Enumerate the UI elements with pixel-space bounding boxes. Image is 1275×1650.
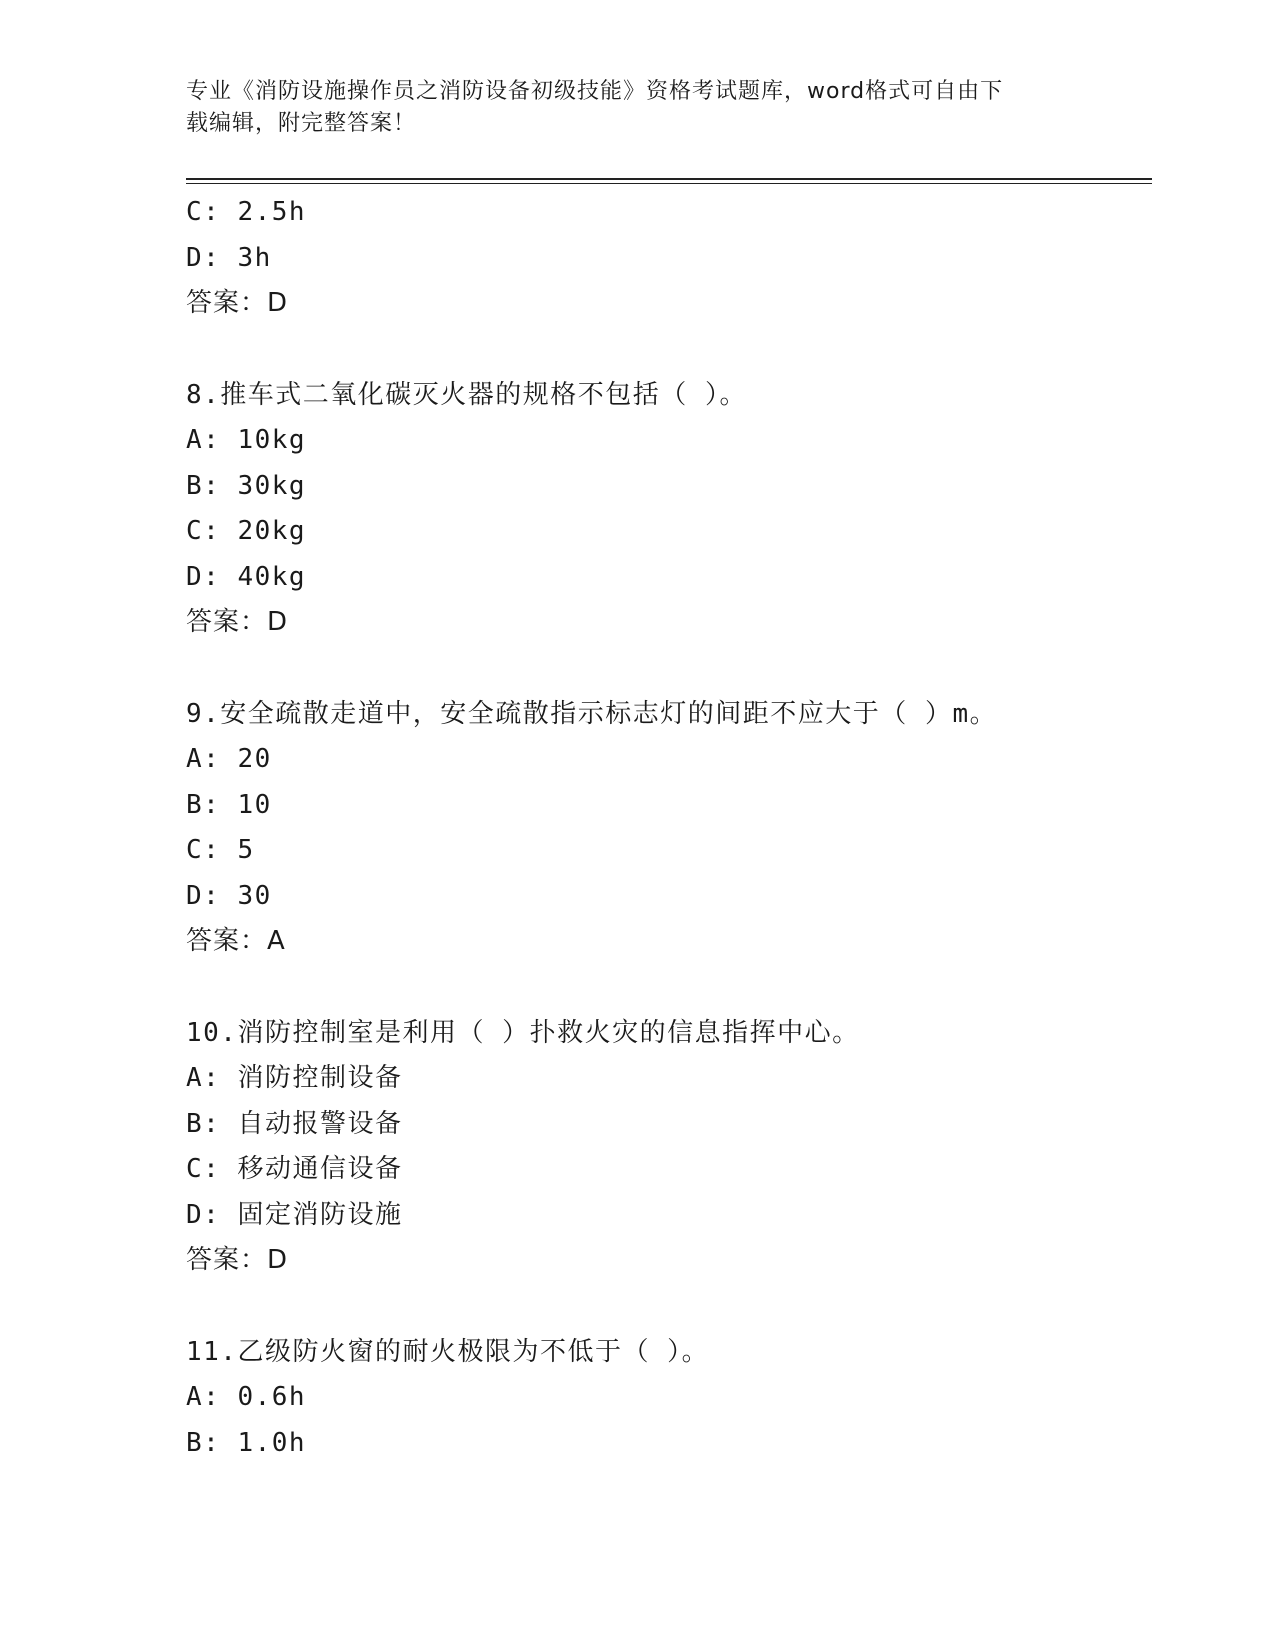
option-b: B: 自动报警设备 — [186, 1108, 403, 1139]
header-divider-thick — [186, 178, 1152, 180]
option-b: B: 1.0h — [186, 1427, 307, 1458]
question-11 — [186, 1330, 1146, 1467]
header-divider-thin — [186, 183, 1152, 184]
question-stem: 9.安全疏散走道中，安全疏散指示标志灯的间距不应大于（ ）m。 — [186, 698, 998, 729]
question-stem: 8.推车式二氧化碳灭火器的规格不包括（ ）。 — [186, 379, 747, 410]
question-9 — [186, 692, 1146, 965]
option-d: D: 30 — [186, 880, 272, 911]
question-8 — [186, 373, 1146, 646]
answer-line: 答案：A — [186, 926, 286, 956]
option-a: A: 10kg — [186, 425, 307, 455]
option-c: C: 2.5h — [186, 197, 307, 227]
header-line-1: 专业《消防设施操作员之消防设备初级技能》资格考试题库，word格式可自由下 — [186, 79, 1004, 104]
option-a: A: 20 — [186, 744, 272, 774]
spacer — [186, 1284, 1146, 1330]
option-c: C: 5 — [186, 835, 255, 865]
answer-line: 答案：D — [186, 288, 289, 318]
option-d: D: 固定消防设施 — [186, 1199, 403, 1230]
option-b: B: 10 — [186, 789, 272, 820]
question-7-continued — [186, 190, 1146, 327]
option-b: B: 30kg — [186, 470, 307, 501]
option-d: D: 40kg — [186, 561, 307, 592]
header-line-2: 载编辑，附完整答案！ — [186, 111, 417, 136]
option-c: C: 20kg — [186, 516, 307, 546]
spacer — [186, 965, 1146, 1011]
question-list — [186, 190, 1146, 1466]
question-stem: 10.消防控制室是利用（ ）扑救火灾的信息指挥中心。 — [186, 1017, 860, 1048]
spacer — [186, 646, 1146, 692]
document-header — [186, 76, 1086, 140]
answer-line: 答案：D — [186, 1245, 289, 1275]
option-a: A: 0.6h — [186, 1382, 307, 1412]
option-a: A: 消防控制设备 — [186, 1063, 403, 1093]
spacer — [186, 327, 1146, 373]
question-stem: 11.乙级防火窗的耐火极限为不低于（ ）。 — [186, 1336, 710, 1367]
question-10 — [186, 1011, 1146, 1284]
answer-line: 答案：D — [186, 607, 289, 637]
option-c: C: 移动通信设备 — [186, 1154, 403, 1184]
option-d: D: 3h — [186, 242, 272, 273]
